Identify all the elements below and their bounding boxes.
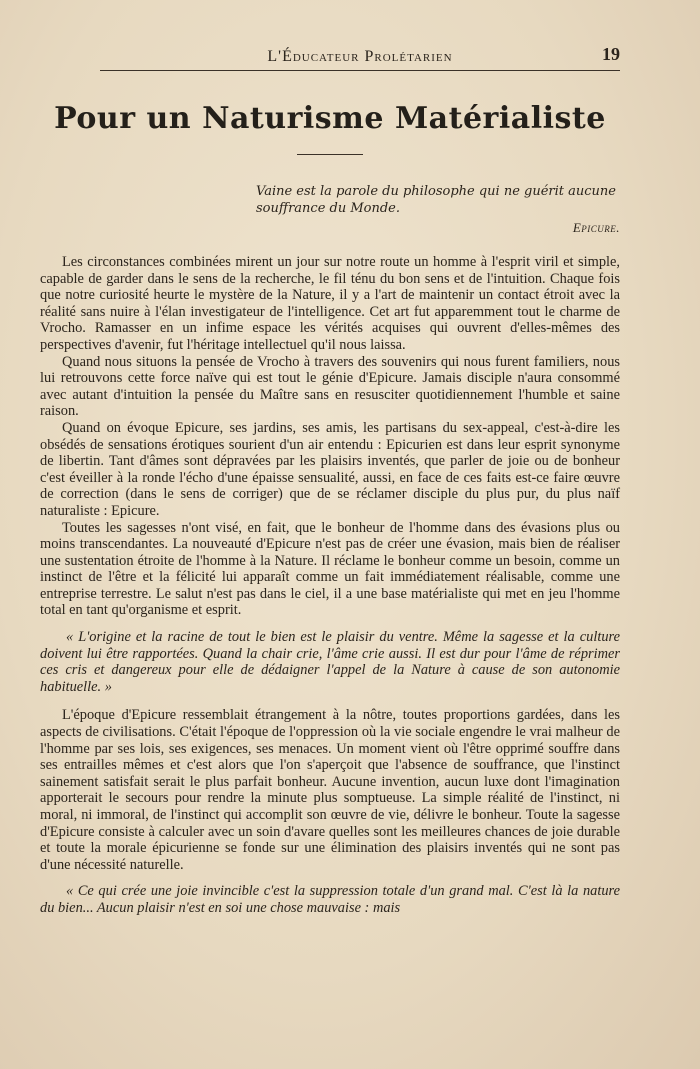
article-title: Pour un Naturisme Matérialiste [54,101,606,136]
block-quote: « L'origine et la racine de tout le bien est le plaisir du ventre. Même la sagesse et la culture doivent lui être rapportées. Quand la chair crie, l'âme crie aussi. Il est dur pour l'âme de réprimer ces cris et dangereux pour elle de dédaigner l'appel de la Nature à cause de son autonomie habituelle. » [40,629,620,695]
epigraph-text: Vaine est la parole du philosophe qui ne guérit aucune souffrance du Monde. [256,184,616,216]
paragraph: Quand on évoque Epicure, ses jardins, ses amis, les partisans du sex-appeal, c'est-à-dire les obsédés de sensations érotiques sourient d'un air entendu : Epicurien est dans leur esprit synonyme de libertin. Tant d'âmes sont dépravées par les plaisirs inventés, que parler de joie ou de bonheur c'est éveiller à la ronde l'écho d'une épaisse sensualité, aussi, en face de ces faits est-ce faire œuvre de correction (dans le sens de corriger) que de se réclamer disciple du plus pur, du plus naïf naturaliste : Epicure. [40,419,620,519]
paragraph: L'époque d'Epicure ressemblait étrangement à la nôtre, toutes proportions gardées, dans les aspects de civilisations. C'était l'époque de l'oppression où la vie sociale engendre le vrai malheur de l'homme par ses lois, ses exigences, ses menaces. Un moment vient où l'être opprimé souffre dans ses entrailles mêmes et c'est alors que l'on s'aperçoit que l'absence de souffrance, que l'instinct sainement satisfait serait le plus parfait bonheur. Aucune invention, aucun luxe dont l'imagination apporterait le secours pour rendre la minute plus somptueuse. La simple réalité de l'instinct, ni moral, ni immoral, de l'instinct qui accomplit son œuvre de vie, délivre le bonheur. Toute la sagesse d'Epicure consiste à calculer avec un soin d'avare quelles sont les meilleures chances de joie durable et toute la morale épicurienne se fonde sur une élimination des plaisirs inventés qui ne sont pas d'une nécessité naturelle. [40,707,620,873]
page-header [100,44,620,71]
running-title: L'Éducateur Prolétarien [267,48,453,65]
title-divider [297,154,363,155]
paragraph: Toutes les sagesses n'ont visé, en fait, que le bonheur de l'homme dans des évasions plus ou moins transcendantes. La nouveauté d'Epicure n'est pas de créer une évasion, mais bien de réaliser une sustentation étroite de l'homme à la Nature. Il réclame le bonheur comme un besoin, comme un instinct de l'être et la félicité lui apparaît comme un fait immédiatement réalisable, comme une entreprise terrestre. Le salut n'est pas dans le ciel, il a une base matérialiste qui met en jeu l'homme total en tant qu'organisme et esprit. [40,519,620,619]
epigraph-author: Epicure. [572,220,620,235]
article-body [40,254,620,917]
epigraph [256,183,620,236]
paragraph: Les circonstances combinées mirent un jour sur notre route un homme à l'esprit viril et simple, capable de garder dans le sens de la recherche, le fil ténu du bon sens et de l'intuition. Chaque fois que notre curiosité heurte le mystère de la Nature, il y a l'art de maintenir un contact étroit avec la réalité sans nuire à l'élan investigateur de l'intelligence. Cet art fut apparemment tout le charme de Vrocho. Ramasser en un infime espace les vérités acquises qui ouvrent d'elles-mêmes des perspectives d'avenir, fut l'héritage intellectuel qu'il nous laissa. [40,254,620,353]
page-number: 19 [602,44,620,64]
paragraph: Quand nous situons la pensée de Vrocho à travers des souvenirs qui nous furent familiers, nous lui retrouvons cette force naïve qui est tout le génie d'Epicure. Jamais disciple n'aura consommé avec autant d'intuition la pensée du Maître sans en resusciter quotidiennement l'humble et saine raison. [40,353,620,420]
block-quote: « Ce qui crée une joie invincible c'est la suppression totale d'un grand mal. C'est là la nature du bien... Aucun plaisir n'est en soi une chose mauvaise : mais [40,883,620,916]
